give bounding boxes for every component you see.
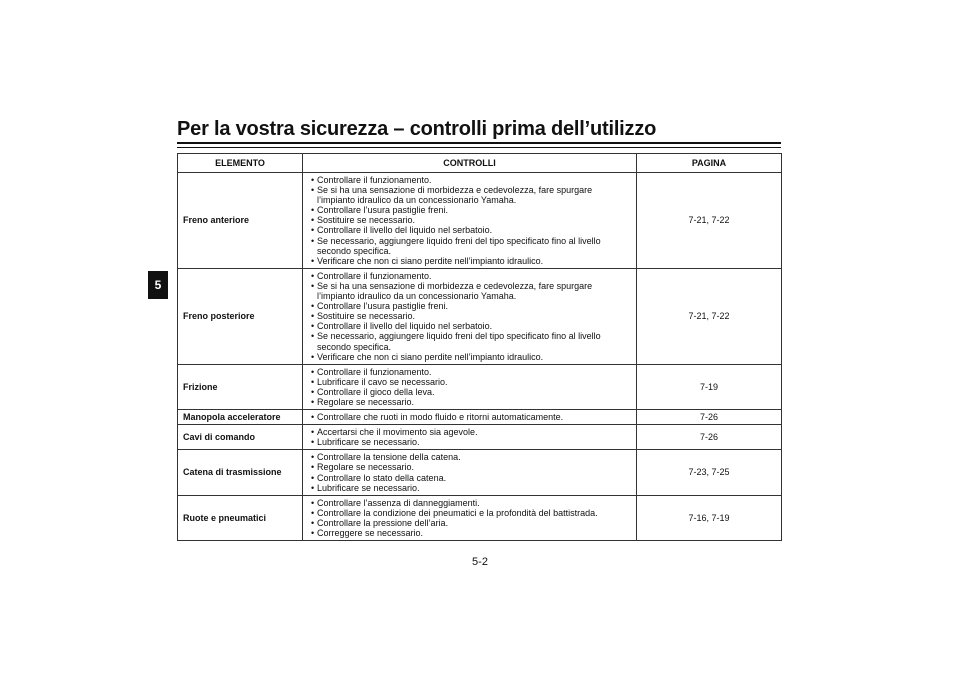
column-header-item: ELEMENTO [178,154,303,173]
check-item-text: Se si ha una sensazione di morbidezza e cedevolezza, fare spurgare l’impianto idraulico da un concessionario Yamaha. [317,185,593,206]
page-title: Per la vostra sicurezza – controlli prima dell’utilizzo [177,118,657,140]
check-item-text: Accertarsi che il movimento sia agevole. [317,427,478,438]
check-item [308,528,631,538]
table-row [178,425,782,450]
row-checks [303,425,637,450]
row-page-reference: 7-19 [637,364,782,409]
check-item [308,271,631,281]
check-item-text: Controllare la condizione dei pneumatici e la profondità del battistrada. [317,507,598,518]
check-item [308,397,631,407]
chapter-tab [148,271,168,299]
table-row [178,268,782,364]
check-item-text: Lubrificare il cavo se necessario. [317,376,448,387]
check-item-text: Controllare che ruoti in modo fluido e ritorni automaticamente. [317,412,564,423]
row-checks [303,450,637,495]
column-header-checks: CONTROLLI [303,154,637,173]
check-item [308,321,631,331]
check-item [308,437,631,447]
check-item [308,311,631,321]
table-row [178,410,782,425]
row-checks [303,268,637,364]
page-number: 5-2 [472,556,488,568]
row-checks [303,173,637,269]
check-item-text: Sostituire se necessario. [317,215,416,226]
check-item-text: Controllare il funzionamento. [317,366,432,377]
table-body [178,173,782,541]
check-item-text: Verificare che non ci siano perdite nell’impianto idraulico. [317,351,544,362]
table-header-row [178,154,782,173]
checks-list [308,451,631,493]
table-row [178,450,782,495]
row-checks [303,410,637,425]
row-item-name: Freno anteriore [178,173,303,269]
check-item-text: Controllare il funzionamento. [317,175,432,185]
check-item [308,205,631,215]
row-page-reference: 7-21, 7-22 [637,173,782,269]
check-item [308,377,631,387]
check-item-text: Correggere se necessario. [317,528,424,538]
check-item [308,462,631,472]
row-item-name: Catena di trasmissione [178,450,303,495]
checks-list [308,411,631,423]
check-item [308,225,631,235]
row-page-reference: 7-23, 7-25 [637,450,782,495]
check-item-text: Controllare il livello del liquido nel serbatoio. [317,321,493,332]
check-item [308,185,631,205]
row-page-reference: 7-16, 7-19 [637,495,782,540]
row-page-reference: 7-21, 7-22 [637,268,782,364]
check-item-text: Controllare il funzionamento. [317,270,432,281]
row-item-name: Freno posteriore [178,268,303,364]
check-item-text: Lubrificare se necessario. [317,437,420,448]
check-item [308,215,631,225]
row-page-reference: 7-26 [637,425,782,450]
check-item-text: Controllare il gioco della leva. [317,386,435,397]
check-item [308,508,631,518]
check-item [308,498,631,508]
row-item-name: Cavi di comando [178,425,303,450]
check-item-text: Se si ha una sensazione di morbidezza e cedevolezza, fare spurgare l’impianto idraulico da un concessionario Yamaha. [317,280,593,302]
check-item [308,483,631,493]
check-item-text: Regolare se necessario. [317,396,415,407]
check-item-text: Controllare il livello del liquido nel serbatoio. [317,225,493,236]
check-item [308,452,631,462]
check-item [308,281,631,301]
pre-operation-checks-table [177,153,782,541]
check-item-text: Verificare che non ci siano perdite nell’impianto idraulico. [317,255,544,266]
check-item-text: Se necessario, aggiungere liquido freni del tipo specificato fino al livello secondo specifica. [317,331,601,352]
checks-list [308,174,631,267]
check-item [308,427,631,437]
chapter-number: 5 [154,278,162,292]
checks-list [308,497,631,539]
check-item [308,331,631,351]
check-item-text: Lubrificare se necessario. [317,482,420,493]
check-item [308,352,631,362]
check-item [308,256,631,266]
row-item-name: Ruote e pneumatici [178,495,303,540]
check-item-text: Sostituire se necessario. [317,311,416,322]
check-item-text: Regolare se necessario. [317,462,415,473]
row-checks [303,364,637,409]
title-underline [177,147,781,148]
table-row [178,364,782,409]
check-item [308,301,631,311]
table-row [178,495,782,540]
check-item-text: Controllare l’usura pastiglie freni. [317,301,449,312]
check-item-text: Controllare la pressione dell’aria. [317,517,449,528]
row-item-name: Frizione [178,364,303,409]
column-header-page: PAGINA [637,154,782,173]
check-item [308,473,631,483]
checks-list [308,366,631,408]
title-rule [177,142,781,144]
checks-list [308,426,631,448]
check-item [308,367,631,377]
row-checks [303,495,637,540]
row-page-reference: 7-26 [637,410,782,425]
check-item [308,518,631,528]
check-item-text: Se necessario, aggiungere liquido freni del tipo specificato fino al livello secondo specifica. [317,235,601,256]
check-item [308,412,631,422]
check-item-text: Controllare l’assenza di danneggiamenti. [317,497,480,508]
checks-list [308,270,631,363]
check-item-text: Controllare la tensione della catena. [317,452,461,463]
check-item [308,387,631,397]
table-row [178,173,782,269]
row-item-name: Manopola acceleratore [178,410,303,425]
check-item-text: Controllare lo stato della catena. [317,472,447,483]
check-item [308,175,631,185]
check-item [308,236,631,256]
check-item-text: Controllare l’usura pastiglie freni. [317,205,449,216]
